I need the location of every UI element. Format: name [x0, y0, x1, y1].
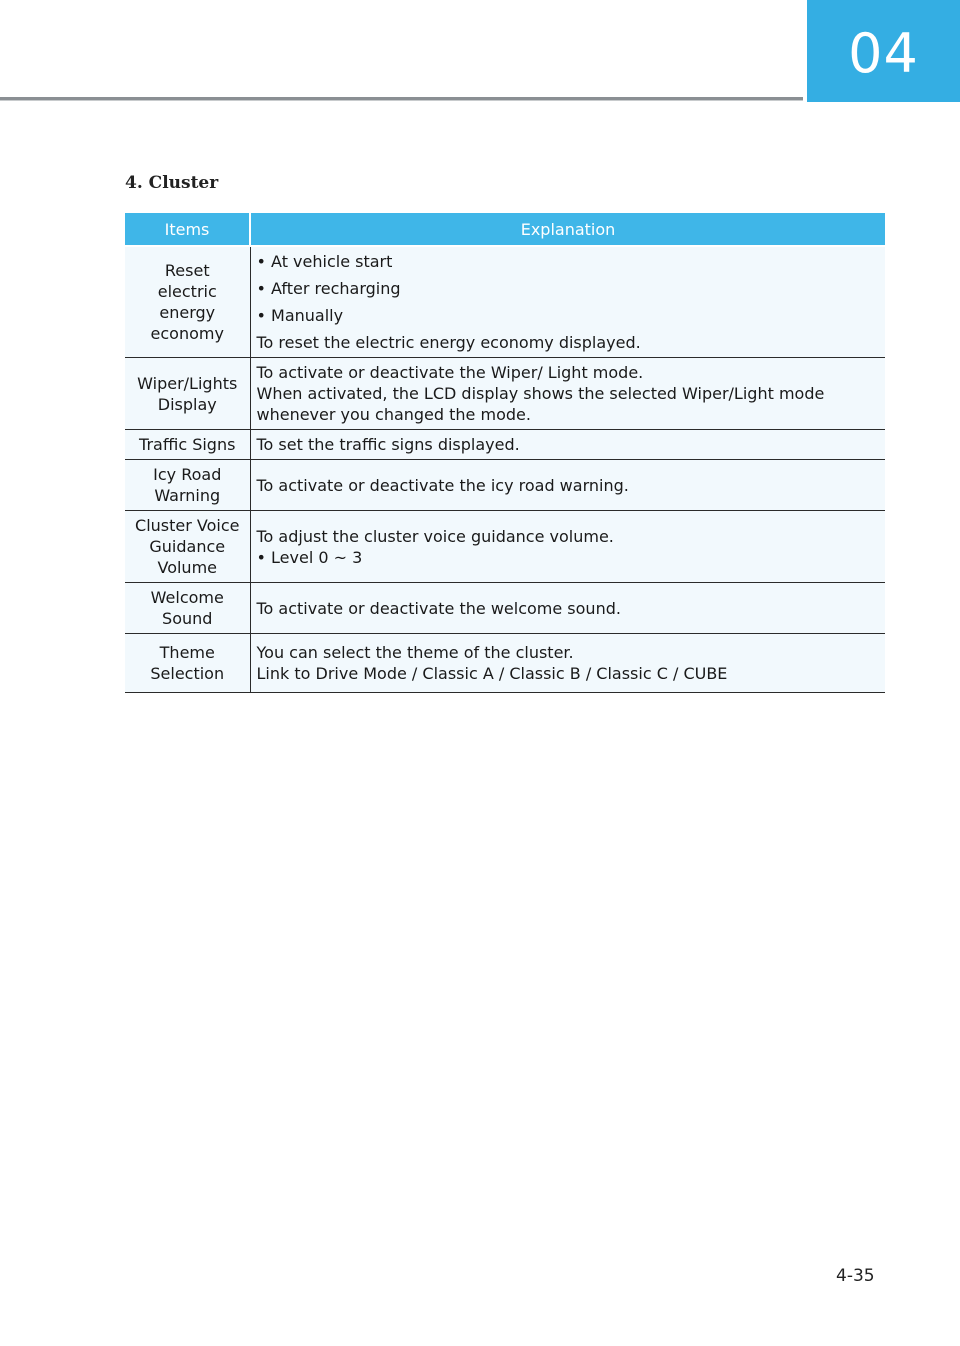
row-item [125, 358, 250, 430]
item-line: Icy Road [153, 465, 222, 484]
explanation-line: To activate or deactivate the icy road warning. [256, 475, 629, 495]
table-row [125, 583, 885, 634]
section-title: 4. Cluster [125, 173, 219, 193]
chapter-tab: 04 [807, 0, 960, 102]
header-items: Items [125, 213, 250, 245]
cluster-settings-table [125, 213, 885, 693]
item-line: electric [157, 282, 217, 301]
row-explanation [250, 460, 885, 511]
item-line: economy [150, 324, 224, 343]
bullet-item: • After recharging [256, 279, 401, 298]
item-line: Guidance [149, 537, 226, 556]
row-item [125, 583, 250, 634]
explanation-line: • Level 0 ~ 3 [256, 547, 363, 567]
row-explanation [250, 511, 885, 583]
table-row [125, 634, 885, 693]
header-explanation: Explanation [250, 213, 885, 245]
item-line: Theme [159, 643, 215, 662]
explanation-line: To set the traffic signs displayed. [256, 435, 520, 454]
table-row [125, 358, 885, 430]
item-line: Volume [157, 558, 217, 577]
explanation-line: To reset the electric energy economy displayed. [256, 333, 641, 352]
row-item [125, 247, 250, 358]
item-line: Sound [162, 609, 213, 628]
explanation-line: You can select the theme of the cluster. [256, 643, 574, 662]
table-row [125, 460, 885, 511]
row-explanation [250, 634, 885, 693]
bullet-item: • At vehicle start [256, 252, 393, 271]
explanation-line: To activate or deactivate the Wiper/ Light mode. [256, 363, 644, 382]
explanation-line: Link to Drive Mode / Classic A / Classic B / Classic C / CUBE [256, 664, 728, 683]
table-row [125, 511, 885, 583]
bullet-item: • Manually [256, 306, 344, 325]
item-line: Warning [154, 486, 221, 505]
item-line: Welcome [150, 588, 224, 607]
row-item [125, 511, 250, 583]
explanation-line: To adjust the cluster voice guidance volume. [256, 526, 614, 546]
explanation-line: whenever you changed the mode. [256, 405, 531, 424]
table-row [125, 430, 885, 460]
row-item [125, 634, 250, 693]
explanation-line: When activated, the LCD display shows the selected Wiper/Light mode [256, 384, 825, 403]
item-line: Cluster Voice [135, 516, 240, 535]
row-item [125, 430, 250, 460]
row-explanation [250, 583, 885, 634]
row-explanation [250, 358, 885, 430]
item-line: Traffic Signs [139, 435, 236, 454]
item-line: Display [157, 394, 217, 414]
explanation-line: To activate or deactivate the welcome sound. [256, 598, 621, 618]
row-explanation [250, 247, 885, 358]
row-item [125, 460, 250, 511]
item-line: Reset [164, 261, 210, 280]
item-line: Selection [150, 664, 225, 683]
table-header-row [125, 213, 885, 245]
item-line: Wiper/Lights [137, 373, 238, 393]
row-explanation [250, 430, 885, 460]
table-row [125, 247, 885, 358]
header-rule-shadow [0, 100, 803, 101]
item-line: energy [159, 303, 216, 322]
page-number: 4-35 [836, 1266, 875, 1286]
